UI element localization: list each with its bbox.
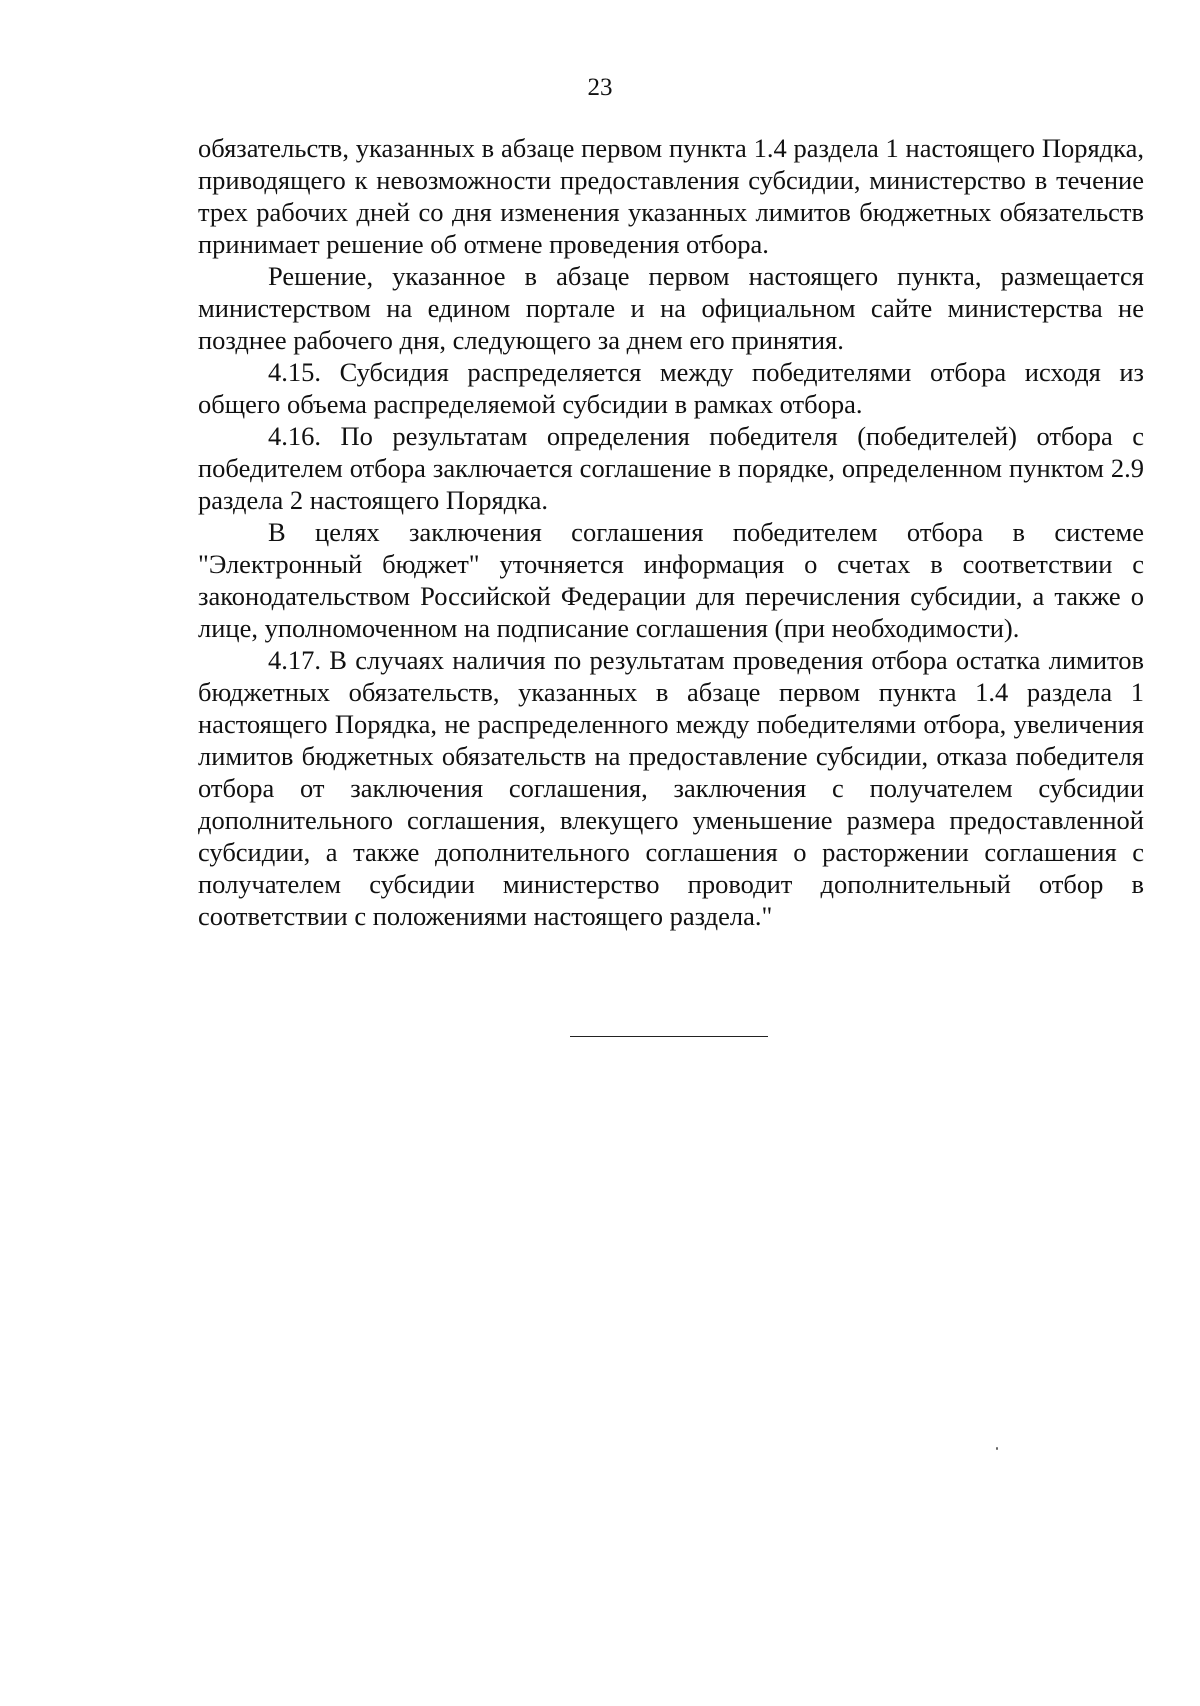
- document-body: [198, 132, 1144, 932]
- paragraph-decision-publication: Решение, указанное в абзаце первом настоящего пункта, размещается министерством на едином портале и на официальном сайте министерства не позднее рабочего дня, следующего за днем его принятия.: [198, 261, 1144, 355]
- scan-speck: [996, 1447, 998, 1450]
- paragraph-continuation: обязательств, указанных в абзаце первом пункта 1.4 раздела 1 настоящего Порядка, приводящего к невозможности предоставления субсидии, министерство в течение трех рабочих дней со дня изменения указанных лимитов бюджетных обязательств принимает решение об отмене проведения отбора.: [198, 133, 1144, 259]
- page-number-text: 23: [587, 74, 613, 101]
- paragraph-4-16: 4.16. По результатам определения победителя (победителей) отбора с победителем отбора заключается соглашение в порядке, определенном пунктом 2.9 раздела 2 настоящего Порядка.: [198, 421, 1144, 515]
- end-divider-line: [570, 1036, 768, 1037]
- paragraph-4-17: 4.17. В случаях наличия по результатам проведения отбора остатка лимитов бюджетных обязательств, указанных в абзаце первом пункта 1.4 раздела 1 настоящего Порядка, не распределенного между победителями отбора, увеличения лимитов бюджетных обязательств на предоставление субсидии, отказа победителя отбора от заключения соглашения, заключения с получателем субсидии дополнительного соглашения, влекущего уменьшение размера предоставленной субсидии, а также дополнительного соглашения о расторжении соглашения с получателем субсидии министерство проводит дополнительный отбор в соответствии с положениями настоящего раздела.": [198, 645, 1144, 931]
- paragraph-4-15: 4.15. Субсидия распределяется между победителями отбора исходя из общего объема распределяемой субсидии в рамках отбора.: [198, 357, 1144, 419]
- page-number: [70, 72, 1200, 104]
- paragraph-electronic-budget: В целях заключения соглашения победителем отбора в системе "Электронный бюджет" уточняется информация о счетах в соответствии с законодательством Российской Федерации для перечисления субсидии, а также о лице, уполномоченном на подписание соглашения (при необходимости).: [198, 517, 1144, 643]
